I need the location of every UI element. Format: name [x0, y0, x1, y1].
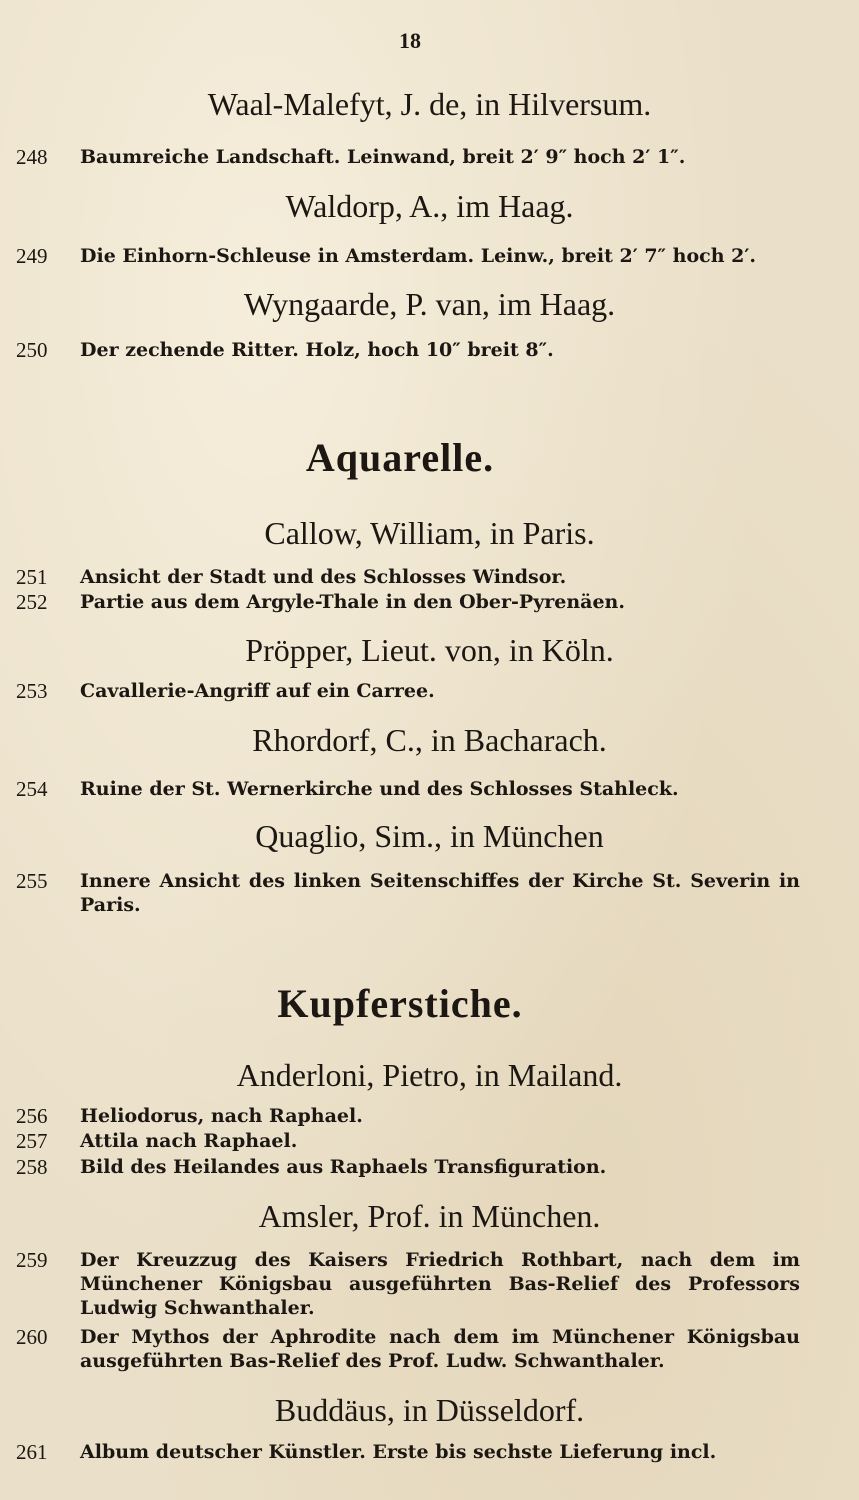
item-number: 257 — [16, 1129, 48, 1153]
item-number: 249 — [16, 244, 48, 268]
item-number: 261 — [16, 1440, 48, 1464]
item-description: Partie aus dem Argyle-Thale in den Ober-Pyrenäen. — [80, 591, 625, 613]
artist-heading: Amsler, Prof. in München. — [258, 1198, 601, 1234]
item-number: 253 — [16, 679, 48, 703]
item-description: Innere Ansicht des linken Seitenschiffes der Kirche St. Severin in Paris. — [80, 870, 800, 916]
item-number: 256 — [16, 1104, 48, 1128]
artist-heading: Waldorp, A., im Haag. — [285, 188, 574, 224]
artist-heading: Buddäus, in Düsseldorf. — [274, 1392, 585, 1428]
item-description: Der zechende Ritter. Holz, hoch 10″ breit 8″. — [80, 339, 554, 361]
item-description: Heliodorus, nach Raphael. — [80, 1105, 363, 1127]
item-number: 250 — [16, 338, 48, 362]
item-number: 254 — [16, 777, 48, 801]
item-number: 248 — [16, 145, 48, 169]
item-description: Ansicht der Stadt und des Schlosses Windsor. — [80, 566, 567, 588]
item-description: Ruine der St. Wernerkirche und des Schlosses Stahleck. — [80, 778, 679, 800]
artist-heading: Wyngaarde, P. van, im Haag. — [243, 286, 616, 322]
item-description: Der Mythos der Aphrodite nach dem im Münchener Königsbau ausgeführten Bas-Relief des Prof. Ludw. Schwanthaler. — [80, 1326, 800, 1372]
item-description: Bild des Heilandes aus Raphaels Transfiguration. — [80, 1156, 607, 1178]
item-number: 251 — [16, 565, 48, 589]
item-number: 259 — [16, 1248, 48, 1272]
item-number: 260 — [16, 1325, 48, 1349]
artist-heading: Quaglio, Sim., in München — [255, 818, 604, 854]
artist-heading: Pröpper, Lieut. von, in Köln. — [245, 632, 614, 668]
item-description: Cavallerie-Angriff auf ein Carree. — [80, 680, 435, 702]
item-description: Album deutscher Künstler. Erste bis sechste Lieferung incl. — [80, 1441, 717, 1463]
artist-heading: Rhordorf, C., in Bacharach. — [252, 722, 607, 758]
page-number: 18 — [399, 28, 421, 53]
item-description: Attila nach Raphael. — [80, 1130, 298, 1152]
artist-heading: Waal-Malefyt, J. de, in Hilversum. — [207, 86, 652, 122]
item-description: Der Kreuzzug des Kaisers Friedrich Rothbart, nach dem im Münchener Königsbau ausgeführten Bas-Relief des Professors Ludwig Schwanthaler. — [80, 1249, 800, 1319]
artist-heading: Callow, William, in Paris. — [264, 515, 595, 551]
item-description: Die Einhorn-Schleuse in Amsterdam. Leinw., breit 2′ 7″ hoch 2′. — [80, 245, 756, 267]
artist-heading: Anderloni, Pietro, in Mailand. — [236, 1057, 623, 1093]
item-description: Baumreiche Landschaft. Leinwand, breit 2′ 9″ hoch 2′ 1″. — [80, 146, 686, 168]
section-heading: Kupferstiche. — [277, 981, 523, 1026]
item-number: 258 — [16, 1155, 48, 1179]
item-number: 252 — [16, 590, 48, 614]
item-number: 255 — [16, 869, 48, 893]
section-heading: Aquarelle. — [305, 435, 495, 480]
